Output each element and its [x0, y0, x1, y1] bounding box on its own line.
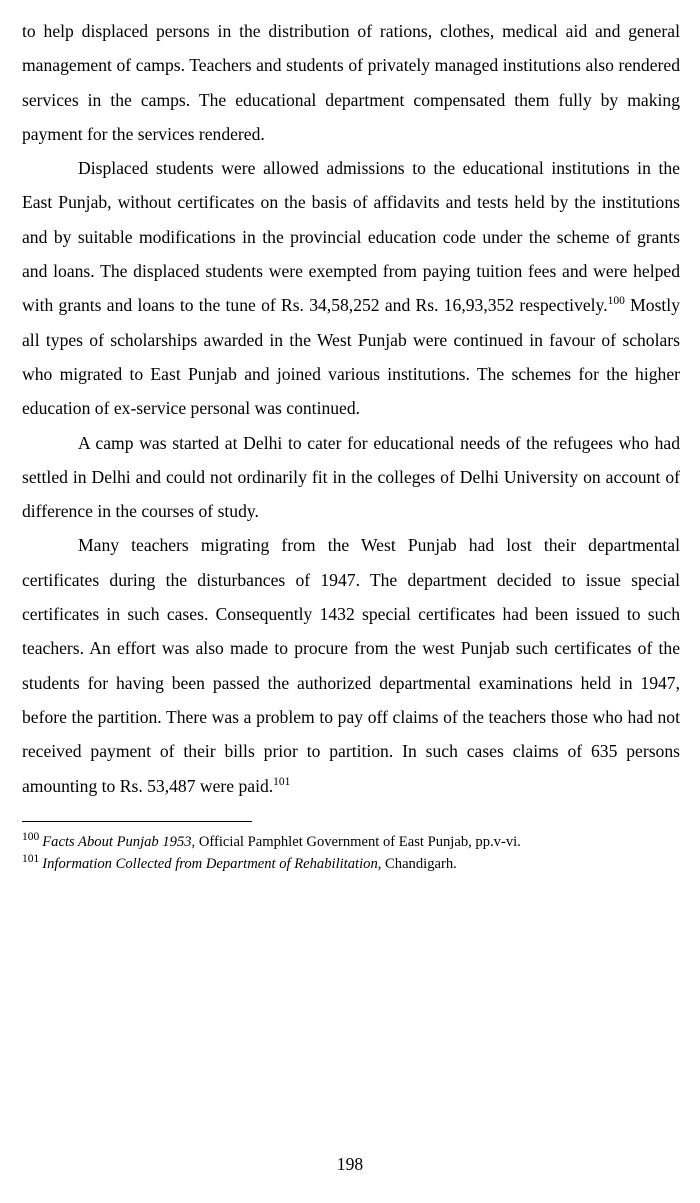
footnote-101 [22, 853, 680, 875]
footnotes [22, 831, 680, 875]
paragraph-1-text: to help displaced persons in the distribution of rations, clothes, medical aid and general management of camps. Teachers and students of privately managed institutions also rendered services in the camps. The educational department compensated them fully by making payment for the services rendered. [22, 21, 680, 144]
footnote-101-number: 101 [22, 852, 40, 865]
paragraph-4-text-before-footnote: Many teachers migrating from the West Punjab had lost their departmental certificates during the disturbances of 1947. The department decided to issue special certificates in such cases. Consequently 1432 special certificates had been issued to such teachers. An effort was also made to procure from the west Punjab such certificates of the students for having been passed the authorized departmental examinations held in 1947, before the partition. There was a problem to pay off claims of the teachers those who had not received payment of their bills prior to partition. In such cases claims of 635 persons amounting to Rs. 53,487 were paid. [22, 535, 680, 796]
footnote-100 [22, 831, 680, 853]
footnote-ref-101[interactable]: 101 [273, 775, 291, 788]
paragraph-2 [22, 151, 680, 425]
paragraph-2-text-before-footnote: Displaced students were allowed admissions to the educational institutions in the East Punjab, without certificates on the basis of affidavits and tests held by the institutions and by suitable modifications in the provincial education code under the scheme of grants and loans. The displaced students were exempted from paying tuition fees and were helped with grants and loans to the tune of Rs. 34,58,252 and Rs. 16,93,352 respectively. [22, 158, 680, 316]
footnote-101-title: Information Collected from Department of Rehabilitation [42, 855, 378, 872]
footnote-ref-100[interactable]: 100 [607, 295, 625, 308]
footnote-100-title: Facts About Punjab 1953, [42, 833, 196, 850]
footnote-100-number: 100 [22, 830, 40, 843]
paragraph-4 [22, 528, 680, 802]
paragraph-3 [22, 426, 680, 529]
footnote-separator [22, 821, 252, 822]
paragraph-1 [22, 14, 680, 151]
paragraph-2-text-after-footnote: Mostly all types of scholarships awarded in the West Punjab were continued in favour of scholars who migrated to East Punjab and joined various institutions. The schemes for the higher education of ex-service personal was continued. [22, 295, 680, 419]
paragraph-3-text: A camp was started at Delhi to cater for educational needs of the refugees who had settled in Delhi and could not ordinarily fit in the colleges of Delhi University on account of difference in the courses of study. [22, 432, 680, 522]
body-text [22, 14, 680, 803]
footnote-100-detail: Official Pamphlet Government of East Punjab, pp.v-vi. [195, 833, 521, 850]
page-number: 198 [336, 1154, 364, 1174]
footnote-101-detail: , Chandigarh. [377, 855, 457, 872]
